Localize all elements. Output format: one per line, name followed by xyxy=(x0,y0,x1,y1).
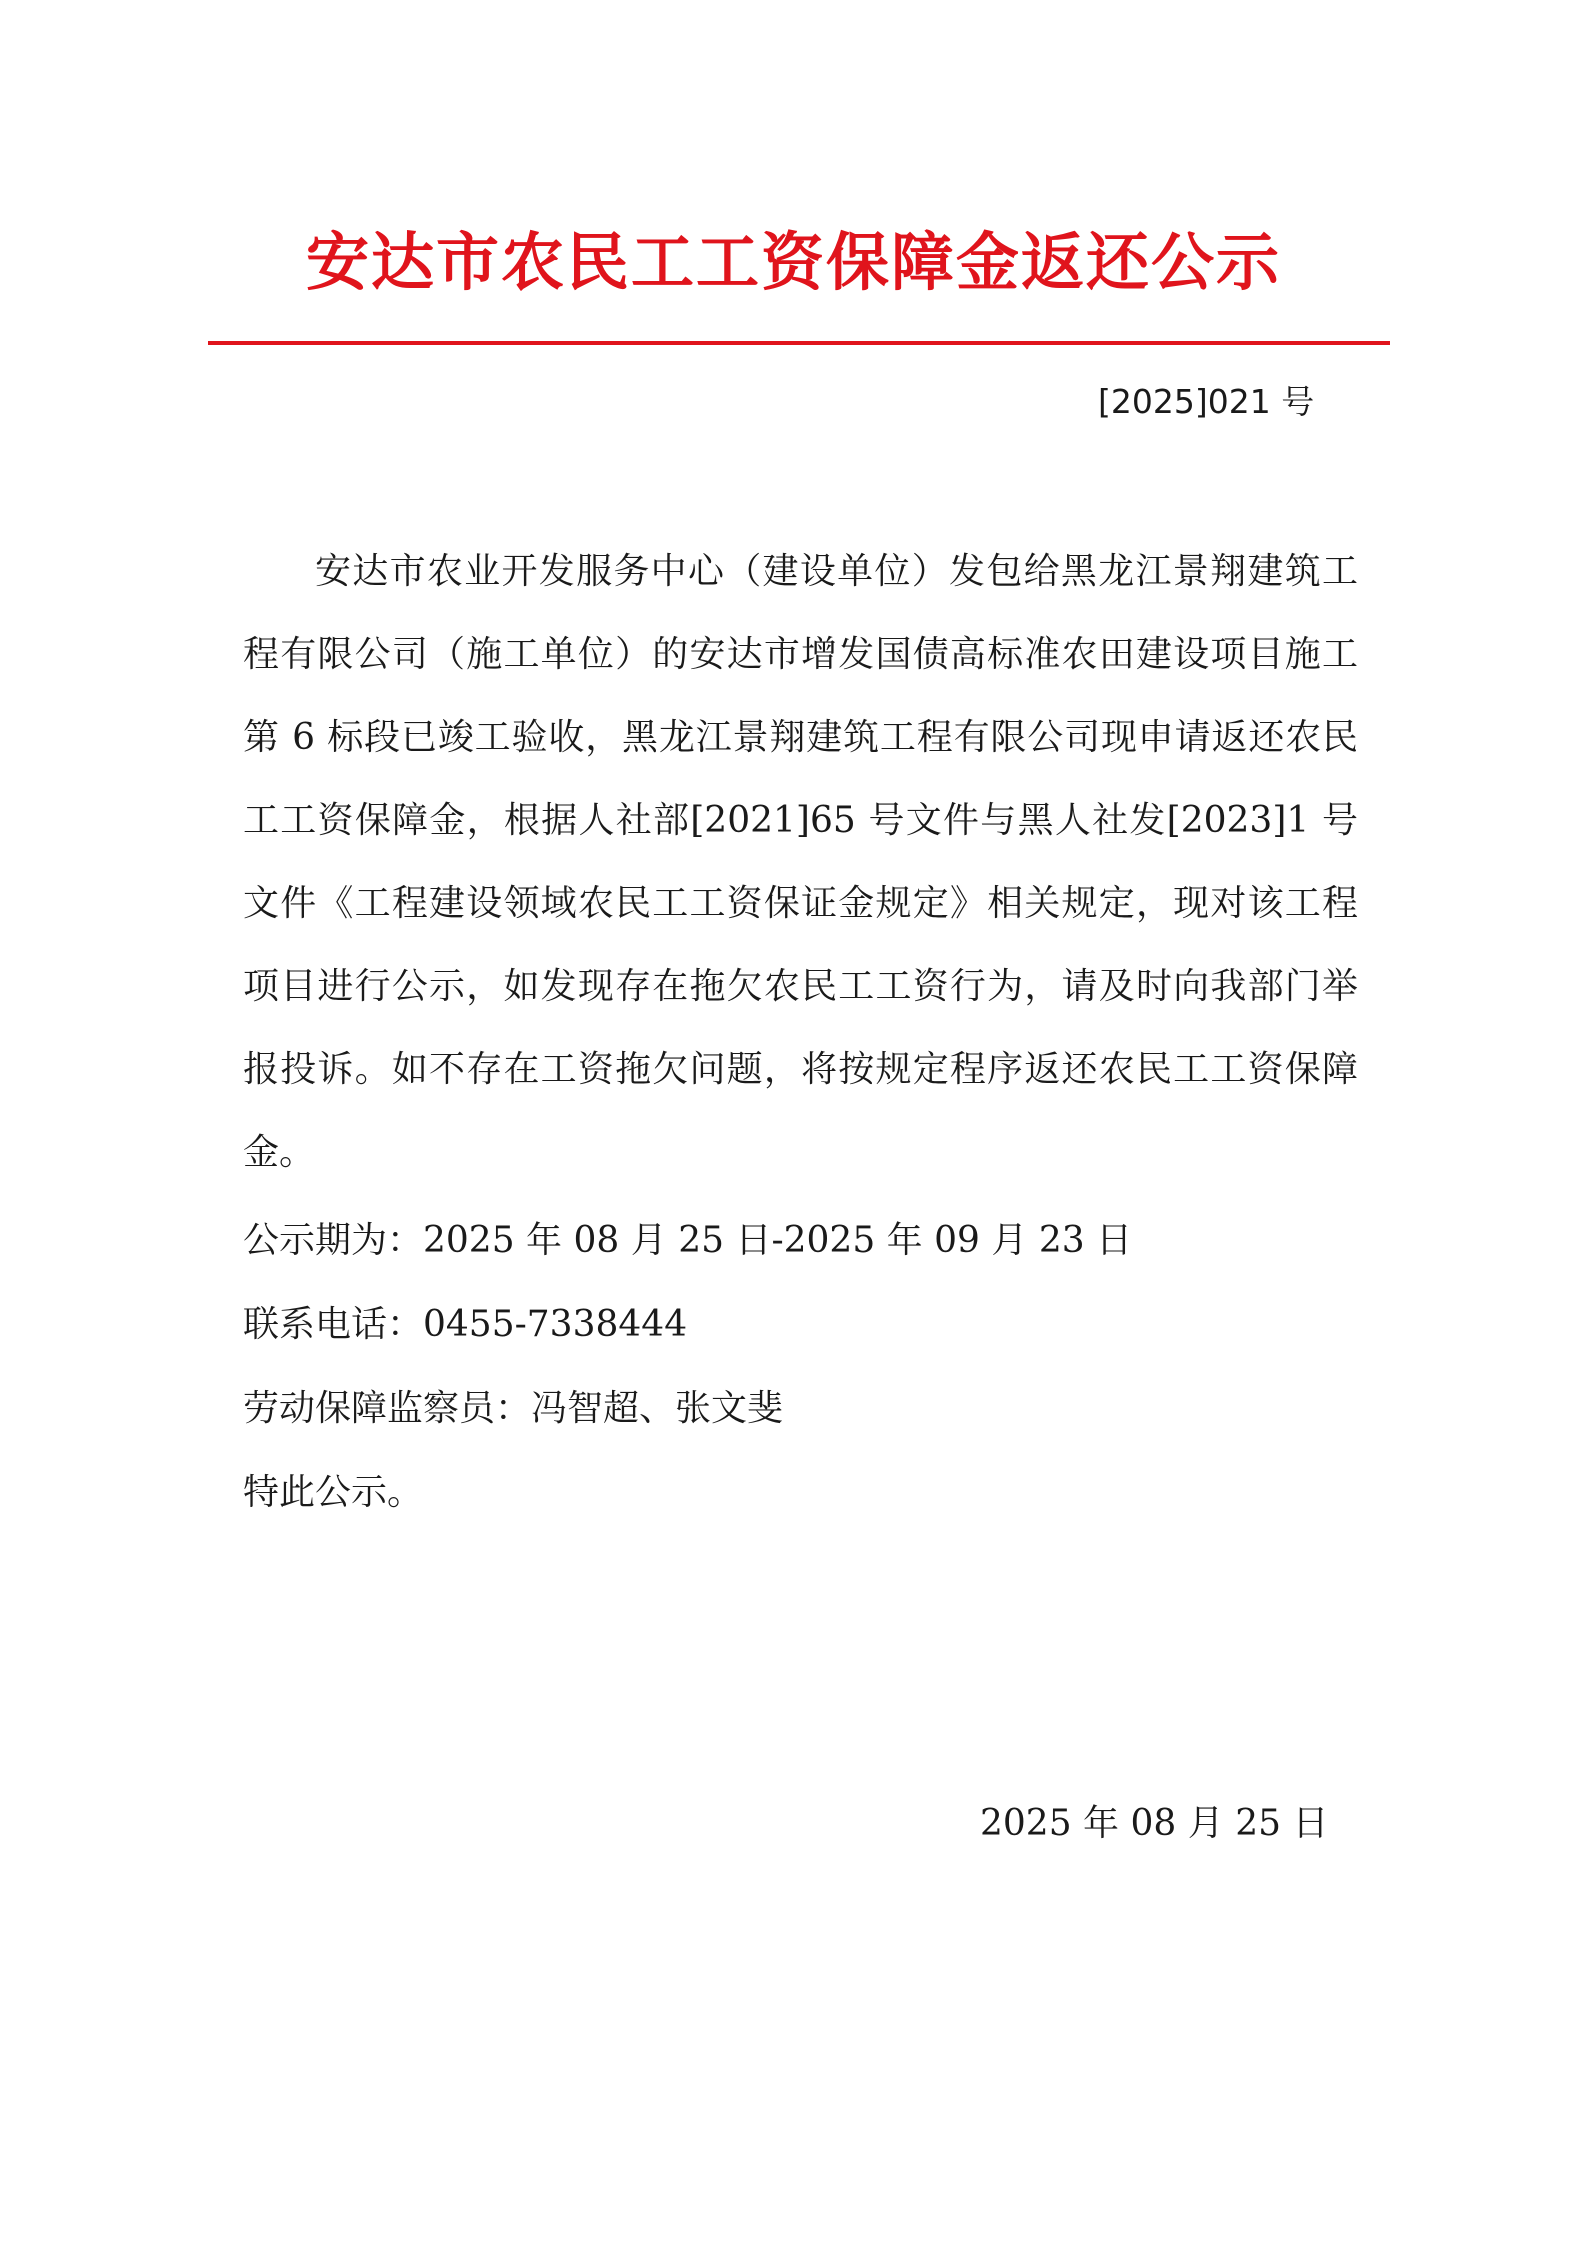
title-divider xyxy=(208,341,1390,345)
labor-inspectors: 劳动保障监察员：冯智超、张文斐 xyxy=(243,1388,784,1429)
body-paragraph: 安达市农业开发服务中心（建设单位）发包给黑龙江景翔建筑工程有限公司（施工单位）的安达市增发国债高标准农田建设项目施工第 6 标段已竣工验收，黑龙江景翔建筑工程有限公司现申请返还农民工工资保障金，根据人社部[2021]65 号文件与黑人社发[2023]1 号文件《工程建设领域农民工工资保证金规定》相关规定，现对该工程项目进行公示，如发现存在拖欠农民工工资行为，请及时向我部门举报投诉。如不存在工资拖欠问题，将按规定程序返还农民工工资保障金。 xyxy=(243,551,1358,1173)
closing-statement: 特此公示。 xyxy=(243,1472,424,1513)
document-number: [2025]021 号 xyxy=(1098,382,1315,421)
issue-date: 2025 年 08 月 25 日 xyxy=(980,1803,1329,1844)
contact-phone: 联系电话：0455-7338444 xyxy=(243,1304,688,1345)
page-title: 安达市农民工工资保障金返还公示 xyxy=(306,226,1281,299)
publicity-period: 公示期为：2025 年 08 月 25 日-2025 年 09 月 23 日 xyxy=(243,1220,1133,1261)
